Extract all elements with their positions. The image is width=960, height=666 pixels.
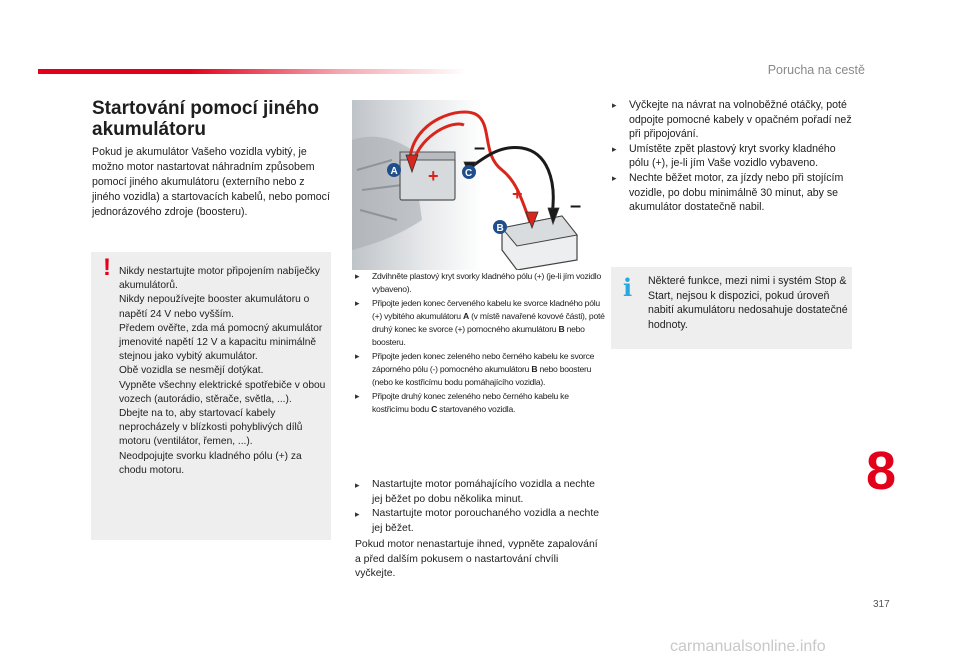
retry-note: Pokud motor nenastartuje ihned, vypněte zapalování a před dalším pokusem o nastartování chvíli vyčkejte. <box>355 539 598 579</box>
warning-text: Nikdy nestartujte motor připojením nabíječky akumulátorů. Nikdy nepoužívejte booster akumulátoru o napětí 24 V nebo vyšším. Předem ověřte, zda má pomocný akumulátor jmenovité napětí 12 V a kapacitu minimálně stejnou jako vybitý akumulátor. Obě vozidla se nesmějí dotýkat. Vypněte všechny elektrické spotřebiče v obou vozech (autorádio, stěrače, světla, ...). Dbejte na to, aby startovací kabely neprocházely v blízkosti pohyblivých dílů motoru (ventilátor, řemen, ...). Neodpojujte svorku kladného pólu (+) za chodu motoru. <box>119 266 326 476</box>
plus-sign-b: + <box>512 184 523 204</box>
warning-icon: ! <box>103 254 111 281</box>
page-title: Startování pomocí jiného akumulátoru <box>92 98 319 140</box>
step-text: (v místě navařené kovové části), poté druhý konec ke svorce (+) pomocného akumulátoru <box>372 310 605 335</box>
page-number: 317 <box>873 599 890 610</box>
section-title: Porucha na cestě <box>767 63 865 77</box>
minus-sign-c: – <box>474 137 486 159</box>
step-text: startovaného vozidla. <box>437 403 516 414</box>
step-text: Vyčkejte na návrat na volnoběžné otáčky, poté odpojte pomocné kabely v opačném pořadí než při připojování. <box>629 99 852 141</box>
arrow-bullet-icon <box>355 270 359 283</box>
step-item <box>612 98 852 142</box>
step-text: Nastartujte motor pomáhajícího vozidla a nechte jej běžet po dobu několika minut. <box>372 479 595 505</box>
info-icon: i <box>623 273 633 302</box>
step-text: Nastartujte motor porouchaného vozidla a nechte jej běžet. <box>372 508 600 534</box>
arrow-bullet-icon <box>355 390 359 403</box>
label-a: A <box>390 166 398 177</box>
start-steps <box>355 478 600 536</box>
step-item <box>355 478 600 507</box>
intro-paragraph: Pokud je akumulátor Vašeho vozidla vybitý, je možno motor nastartovat náhradním způsobem pomocí jiného akumulátoru (externího nebo z jiného vozidla) a startovacích kabelů, nebo pomocí jednorázového zdroje (boosteru). <box>92 146 330 218</box>
watermark: carmanualsonline.info <box>670 638 826 655</box>
arrow-bullet-icon <box>612 98 617 113</box>
step-ref: C <box>431 403 438 414</box>
arrow-bullet-icon <box>612 142 617 157</box>
plus-sign-a: + <box>428 166 439 186</box>
step-item <box>355 350 605 390</box>
step-item <box>612 142 852 171</box>
step-ref: A <box>462 310 469 321</box>
connection-steps <box>355 270 605 416</box>
step-item <box>612 171 852 215</box>
step-text: nebo boosteru (nebo ke kostřicímu bodu pomáhajícího vozidla). <box>372 364 592 388</box>
step-item <box>355 297 605 350</box>
arrow-bullet-icon <box>355 350 359 363</box>
step-item <box>355 270 605 297</box>
step-ref: B <box>558 324 565 335</box>
label-c: C <box>465 168 473 179</box>
step-text: nebo boosteru. <box>372 324 585 348</box>
info-text: Některé funkce, mezi nimi i systém Stop & Start, nejsou k dispozici, pokud úroveň nabití akumulátoru nedosahuje dostatečné hodnoty. <box>648 275 848 331</box>
label-b: B <box>496 223 504 234</box>
step-text: Připojte jeden konec červeného kabelu ke svorce kladného pólu (+) vybitého akumulátoru <box>372 297 600 321</box>
minus-sign-b: – <box>570 195 582 217</box>
arrow-bullet-icon <box>355 507 360 522</box>
step-item <box>355 507 600 536</box>
jump-start-illustration <box>352 100 597 270</box>
step-text: Umístěte zpět plastový kryt svorky kladného pólu (+), je-li jím Vaše vozidlo vybaveno. <box>629 142 836 170</box>
arrow-bullet-icon <box>355 297 359 310</box>
chapter-number: 8 <box>866 441 897 501</box>
step-text: Zdvihněte plastový kryt svorky kladného pólu (+) (je-li jím vozidlo vybaveno). <box>372 271 601 295</box>
header-accent-bar <box>38 69 468 74</box>
info-box <box>611 267 852 349</box>
warning-box <box>91 252 331 540</box>
disconnect-steps <box>612 98 852 215</box>
step-item <box>355 390 605 417</box>
arrow-bullet-icon <box>355 478 360 493</box>
step-text: Připojte druhý konec zeleného nebo černého kabelu ke kostřicímu bodu <box>372 390 569 414</box>
step-text: Připojte jeden konec zeleného nebo černého kabelu ke svorce záporného pólu (-) pomocného akumulátoru <box>372 350 595 375</box>
step-text: Nechte běžet motor, za jízdy nebo při stojícím vozidle, po dobu minimálně 30 minut, aby se akumulátor dostatečně nabil. <box>629 171 844 214</box>
arrow-bullet-icon <box>612 171 617 186</box>
step-ref: B <box>531 364 538 375</box>
